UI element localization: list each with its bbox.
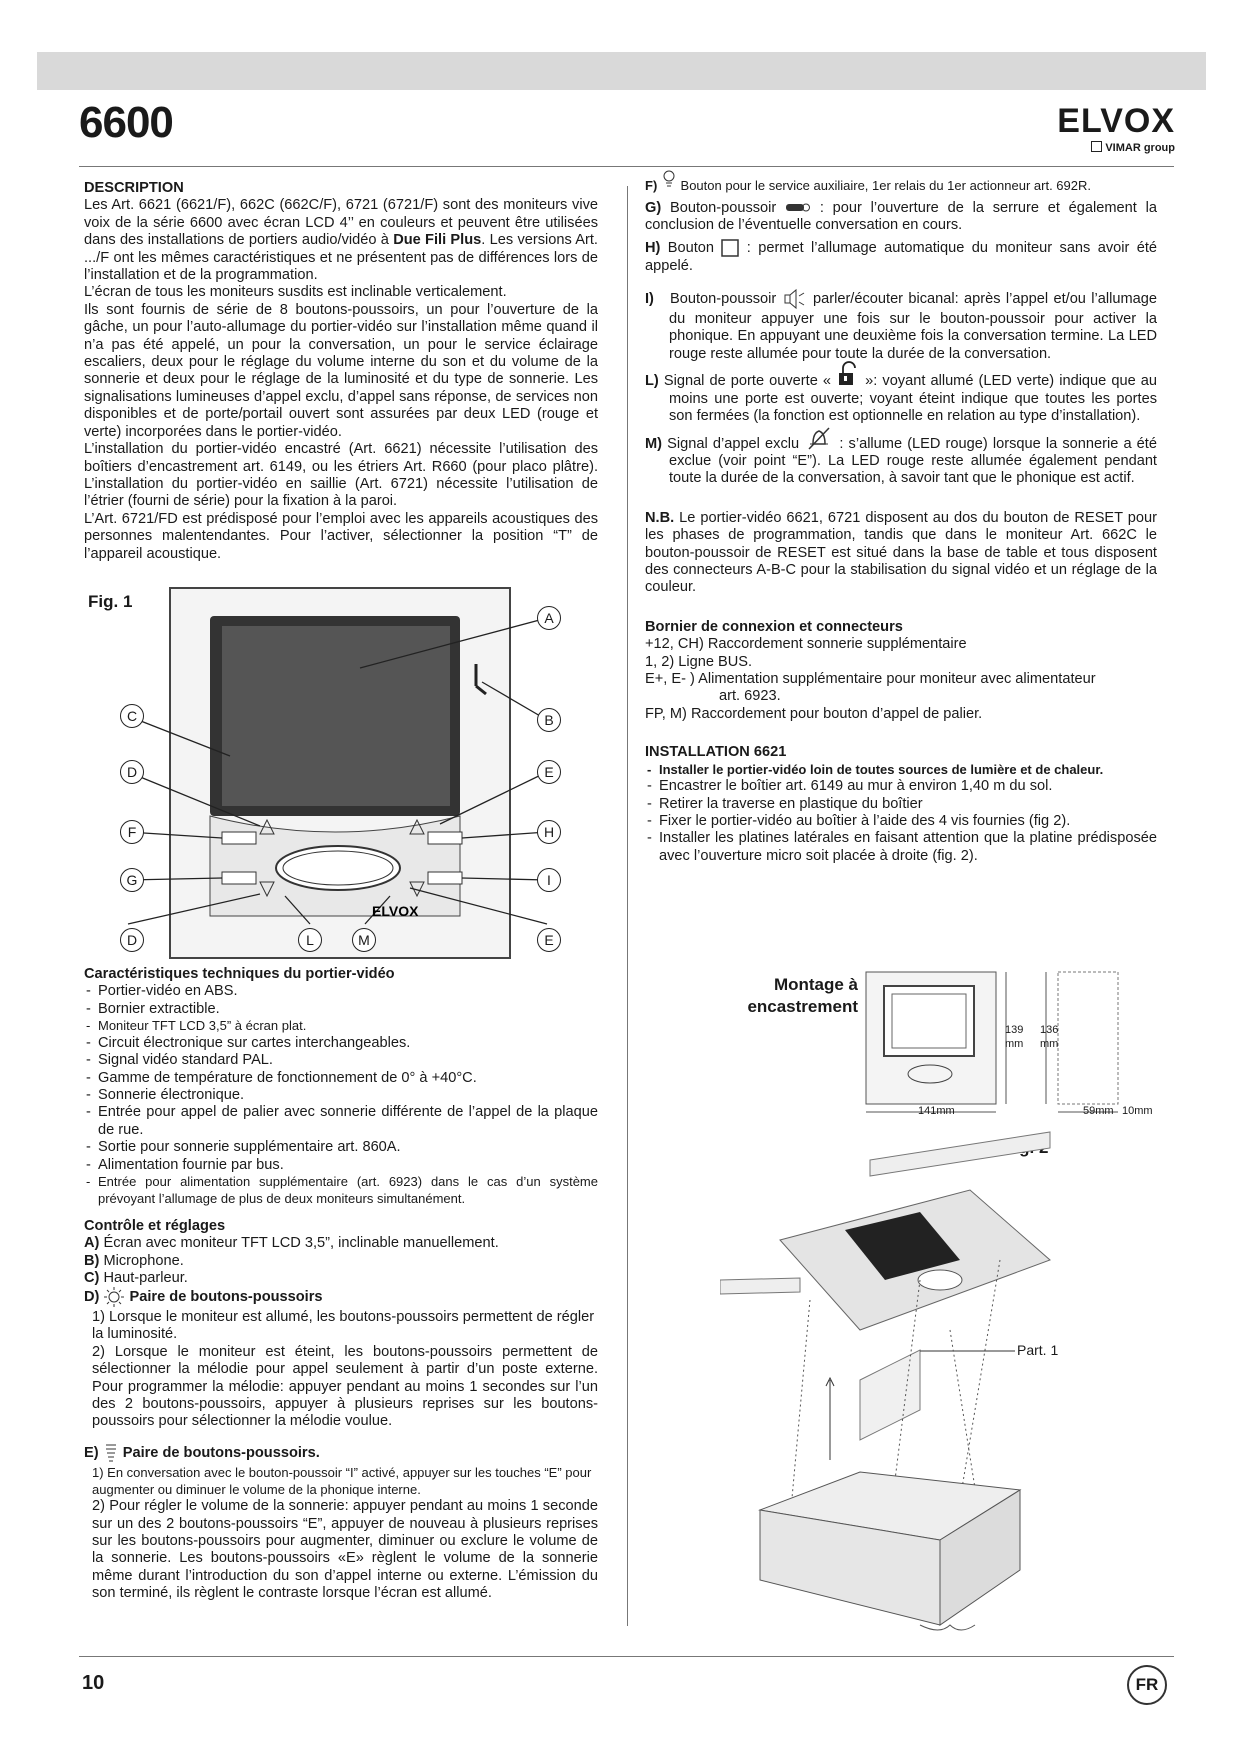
f-item: F) Bouton pour le service auxiliaire, 1er relais du 1er actionneur art. 692R. xyxy=(645,178,1157,195)
model-number: 6600 xyxy=(79,98,173,147)
control-b: B) Microphone. xyxy=(84,1252,184,1269)
dim-136: 136 xyxy=(1040,1024,1059,1036)
install-item: - Installer le portier-vidéo loin de toutes sources de lumière et de chaleur. xyxy=(645,762,1157,779)
header-bar xyxy=(37,52,1206,90)
callout-m: M xyxy=(352,928,376,952)
fig1-label: Fig. 1 xyxy=(88,592,133,611)
nb-note: N.B. Le portier-vidéo 6621, 6721 disposent au dos du bouton de RESET pour les phases de programmation, tandis que dans le moniteur Art. 662C le bouton-poussoir de RESET est situé dans la base de table et tous disposent des connecteurs A-B-C pour la stabilisation du signal vidéo et un réglage de la couleur. xyxy=(645,509,1157,596)
description-section xyxy=(84,180,598,563)
bornier-line: 1, 2) Ligne BUS. xyxy=(645,653,753,670)
brand-group: VIMAR group xyxy=(1035,141,1175,154)
callout-h: H xyxy=(537,820,561,844)
callout-l: L xyxy=(298,928,322,952)
column-separator xyxy=(627,186,628,1626)
description-para-2: L’écran de tous les moniteurs susdits est inclinable verticalement. xyxy=(84,284,507,301)
callout-d2: D xyxy=(120,928,144,952)
brand-name: ELVOX xyxy=(1057,102,1175,140)
callout-e: E xyxy=(537,760,561,784)
light-bulb-icon xyxy=(661,169,677,189)
callout-c: C xyxy=(120,704,144,728)
padlock-icon xyxy=(836,361,860,387)
controls-title: Contrôle et réglages xyxy=(84,1218,226,1234)
l-item: L) Signal de porte ouverte « »: voyant allumé (LED verte) indique que au moins une porte est ouverte; voyant éteint indique que toutes les portes son fermées (la fonction est optionnelle en relation au type d’installation). xyxy=(645,373,1157,425)
bornier-title: Bornier de connexion et connecteurs xyxy=(645,618,903,635)
d-section xyxy=(84,1286,598,1431)
callout-d: D xyxy=(120,760,144,784)
specs-section xyxy=(84,966,598,1207)
dim-59: 59mm xyxy=(1083,1105,1114,1117)
spec-item: - Signal vidéo standard PAL. xyxy=(84,1052,598,1069)
description-para-1: Les Art. 6621 (6621/F), 662C (662C/F), 6721 (6721/F) sont des moniteurs vive voix de la série 6600 avec écran LCD 4’’ en couleurs et peuvent être utilisées dans des installations de portiers audio/vidéo à Due Fili Plus. Les versions Art. .../F ont les mêmes caractéristiques et ne présentent pas de différences lors de l’installation et de la programmation. xyxy=(84,197,598,284)
bornier-line: E+, E- ) Alimentation supplémentaire pour moniteur avec alimentateur xyxy=(645,670,1096,687)
square-icon xyxy=(721,239,739,257)
g-item: G) Bouton-poussoir : pour l’ouverture de la serrure et également la conclusion de l’éventuelle conversation en cours. xyxy=(645,199,1157,233)
page-number: 10 xyxy=(82,1672,105,1694)
spec-item: - Entrée pour alimentation supplémentaire (art. 6923) dans le cas d’un système prévoyant l’allumage de plus de deux moniteurs simultanément. xyxy=(84,1174,598,1207)
bell-muted-icon xyxy=(804,425,834,451)
description-para-4: L’installation du portier-vidéo encastré (Art. 6621) nécessite l’utilisation des boîtiers d’encastrement art. 6149, ou les étriers Art. R660 (pour placo plâtre). L’installation du portier-vidéo en saillie (Art. 6721) nécessite l’utilisation de l’étrier (fourni de série) pour la fixation à la paroi. xyxy=(84,441,598,510)
description-title: DESCRIPTION xyxy=(84,180,184,196)
bornier-line: +12, CH) Raccordement sonnerie supplémentaire xyxy=(645,636,967,653)
callout-f: F xyxy=(120,820,144,844)
description-para-3: Ils sont fournis de série de 8 boutons-poussoirs, un pour l’ouverture de la gâche, un pour l’auto-allumage du portier-vidéo sur l’installation même quand il n’a pas été appelé, un pour la conversation, un pour le service éclairage escaliers, deux pour le réglage du volume interne du son et du volume de la sonnerie et deux pour le réglage de la luminosité et du type de sonnerie. Les signalisations lumineuses d’appel exclu, d’appel sans réponse, de services non disponibles et de porte/portail ouvert sont assurées par deux LED (rouge et verte) incorporées dans le portier-vidéo. xyxy=(84,301,598,440)
spec-item: - Sortie pour sonnerie supplémentaire art. 860A. xyxy=(84,1139,598,1156)
control-a: A) Écran avec moniteur TFT LCD 3,5”, inclinable manuellement. xyxy=(84,1235,499,1252)
dim-141: 141mm xyxy=(918,1105,955,1117)
e-item-1: 1) En conversation avec le bouton-poussoir “I” activé, appuyer sur les touches “E” pour augmenter ou diminuer le volume de la phonique interne. xyxy=(92,1465,592,1497)
spec-item: - Entrée pour appel de palier avec sonnerie différente de l’appel de la plaque de rue. xyxy=(84,1104,598,1139)
dim-139: 139 xyxy=(1005,1024,1024,1036)
e-item-2: 2) Pour régler le volume de la sonnerie: appuyer pendant au moins 1 seconde sur un des 2 boutons-poussoirs “E”, appuyer de nouveau à plusieurs reprises sur les boutons-poussoirs pour augmenter, diminuer ou exclure le volume de la sonnerie. Les boutons-poussoirs «E» règlent le volume de la sonnerie même durant l’introduction du son d’appel interne ou externe. L’émission du son terminé, ils règlent le contraste lorsque l’écran est allumé. xyxy=(92,1498,598,1602)
d-item-1: 1) Lorsque le moniteur est allumé, les boutons-poussoirs permettent de régler la luminosité. xyxy=(92,1309,595,1343)
spec-item: - Portier-vidéo en ABS. xyxy=(84,983,598,1000)
speaker-icon xyxy=(782,287,808,311)
callout-i: I xyxy=(537,868,561,892)
dim-mm-2: mm xyxy=(1040,1038,1059,1050)
install-title: INSTALLATION 6621 xyxy=(645,744,787,761)
i-item: I) Bouton-poussoir parler/écouter bicanal: après l’appel et/ou l’allumage du moniteur appuyer une fois sur le bouton-poussoir pour activer la phonique. En appuyant une deuxième fois la conversation termine. La LED rouge reste allumée pour toute la durée de la conversation. xyxy=(645,287,1157,363)
montage-label: Montage à encastrement xyxy=(747,975,858,1016)
description-para-5: L’Art. 6721/FD est prédisposé pour l’emploi avec les appareils acoustiques des personnes malentendantes. Pour l’activer, sélectionner la position “T” de l’appareil acoustique. xyxy=(84,510,598,562)
spec-item: - Alimentation fournie par bus. xyxy=(84,1157,598,1174)
right-items xyxy=(645,178,1157,865)
d-item-2: 2) Lorsque le moniteur est éteint, les boutons-poussoirs permettent de sélectionner la mélodie pour appel seulement à partir d’un poste externe. Pour programmer la mélodie: appuyer pendant au moins 1 secondes sur l’un des 2 boutons-poussoirs, appuyer à plusieurs reprises sur les boutons-poussoirs pour sélectionner la mélodie voulue. xyxy=(92,1343,598,1430)
install-item: - Encastrer le boîtier art. 6149 au mur à environ 1,40 m du sol. xyxy=(645,778,1157,795)
dim-10: 10mm xyxy=(1122,1105,1153,1117)
brand-logo xyxy=(1035,102,1175,164)
h-item: H) Bouton : permet l’allumage automatique du moniteur sans avoir été appelé. xyxy=(645,240,1157,274)
callout-b: B xyxy=(537,708,561,732)
specs-list xyxy=(84,983,598,1207)
volume-bars-icon xyxy=(103,1442,119,1464)
spec-item: - Bornier extractible. xyxy=(84,1001,598,1018)
top-rule xyxy=(79,166,1174,167)
key-icon xyxy=(785,202,811,214)
fig1-monitor-diagram xyxy=(110,586,570,966)
bornier-line: art. 6923. xyxy=(719,688,781,705)
install-item: - Retirer la traverse en plastique du boîtier xyxy=(645,796,1157,813)
brightness-icon xyxy=(103,1286,125,1308)
callout-e2: E xyxy=(537,928,561,952)
callout-g: G xyxy=(120,868,144,892)
d-heading: D) Paire de boutons-poussoirs xyxy=(84,1286,598,1308)
bottom-rule xyxy=(79,1656,1174,1657)
install-item: - Installer les platines latérales en faisant attention que la platine prédisposée avec l’ouverture micro soit placée à droite (fig. 2). xyxy=(645,830,1157,865)
controls-section xyxy=(84,1218,598,1288)
install-item: - Fixer le portier-vidéo au boîtier à l’aide des 4 vis fournies (fig 2). xyxy=(645,813,1157,830)
language-badge: FR xyxy=(1127,1665,1167,1705)
specs-title: Caractéristiques techniques du portier-vidéo xyxy=(84,966,395,982)
part1-label: Part. 1 xyxy=(1017,1342,1059,1358)
e-heading: E) Paire de boutons-poussoirs. xyxy=(84,1442,598,1464)
dim-mm-1: mm xyxy=(1005,1038,1024,1050)
spec-item: - Sonnerie électronique. xyxy=(84,1087,598,1104)
spec-item: - Moniteur TFT LCD 3,5” à écran plat. xyxy=(84,1018,598,1035)
fig2-installation-diagram xyxy=(720,1130,1140,1635)
bornier-line: FP, M) Raccordement pour bouton d’appel de palier. xyxy=(645,705,983,722)
m-item: M) Signal d’appel exclu : s’allume (LED rouge) lorsque la sonnerie a été exclue (voir point “E”). La LED rouge reste allumée également pendant toute la durée de la conversation, à savoir tant que le phonique est actif. xyxy=(645,436,1157,488)
spec-item: - Gamme de température de fonctionnement de 0° à +40°C. xyxy=(84,1070,598,1087)
fig1-logo: ELVOX xyxy=(372,903,419,919)
install-list xyxy=(645,762,1157,866)
callout-a: A xyxy=(537,606,561,630)
control-c: C) Haut-parleur. xyxy=(84,1270,188,1287)
e-section xyxy=(84,1442,598,1603)
spec-item: - Circuit électronique sur cartes interchangeables. xyxy=(84,1035,598,1052)
